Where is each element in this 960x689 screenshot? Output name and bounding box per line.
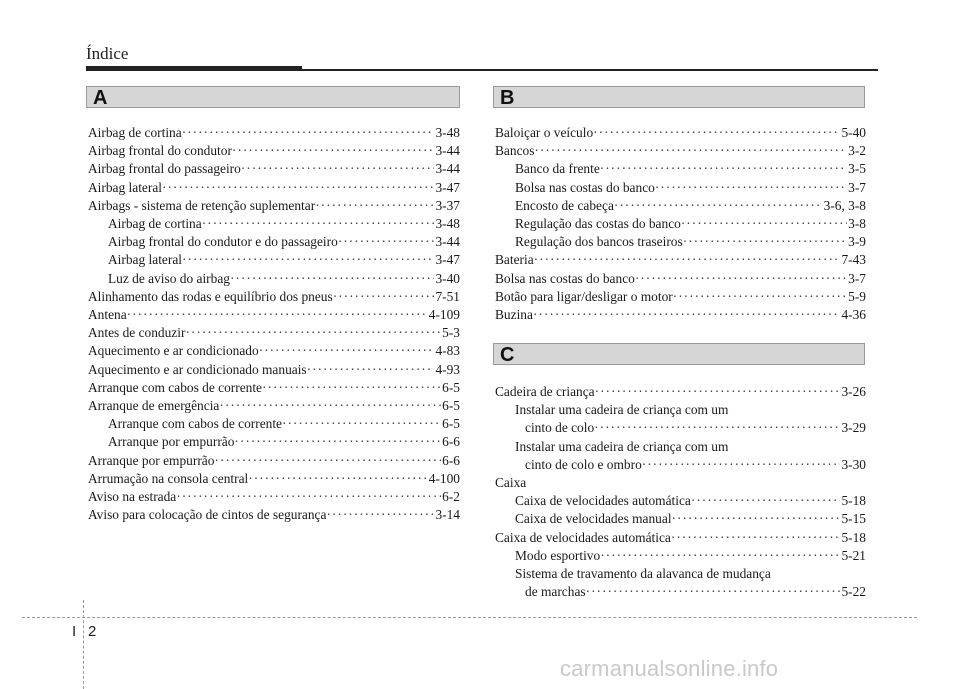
index-entry: Cadeira de criança ····· 3-26 bbox=[495, 383, 866, 401]
page-number: 2 bbox=[88, 623, 97, 640]
section-a-letter: A bbox=[93, 87, 108, 109]
section-b-letter: B bbox=[500, 87, 515, 109]
index-entry: Airbag frontal do condutor ····· 3-44 bbox=[88, 142, 460, 160]
index-subentry: Airbag de cortina ····· 3-48 bbox=[88, 215, 460, 233]
title-rule-thick bbox=[86, 66, 302, 71]
index-entry: Botão para ligar/desligar o motor ····· 5-9 bbox=[495, 288, 866, 306]
index-entry: Caixa de velocidades automática ····· 5-18 bbox=[495, 529, 866, 547]
index-entry: Alinhamento das rodas e equilíbrio dos pneus ····· 7-51 bbox=[88, 288, 460, 306]
index-entry: Baloiçar o veículo ····· 5-40 bbox=[495, 124, 866, 142]
index-subentry: Caixa de velocidades manual ····· 5-15 bbox=[495, 510, 866, 528]
index-subentry-line: Instalar uma cadeira de criança com um bbox=[515, 402, 729, 418]
index-entry: Buzina ····· 4-36 bbox=[495, 306, 866, 324]
index-subentry-line: Sistema de travamento da alavanca de mudança bbox=[515, 566, 771, 582]
index-subentry: Airbag lateral ····· 3-47 bbox=[88, 251, 460, 269]
index-entry: Airbag frontal do passageiro ····· 3-44 bbox=[88, 160, 460, 178]
index-subentry: cinto de colo ····· 3-29 bbox=[495, 419, 866, 437]
index-entry: Aviso para colocação de cintos de segurança ····· 3-14 bbox=[88, 506, 460, 524]
index-entry: Airbag de cortina ····· 3-48 bbox=[88, 124, 460, 142]
section-b-list bbox=[495, 124, 866, 324]
footer-rule bbox=[22, 617, 917, 618]
index-subentry: Caixa de velocidades automática ····· 5-18 bbox=[495, 492, 866, 510]
index-subentry: cinto de colo e ombro ····· 3-30 bbox=[495, 456, 866, 474]
index-entry: Airbags - sistema de retenção suplementar ····· 3-37 bbox=[88, 197, 460, 215]
index-entry: Antes de conduzir ····· 5-3 bbox=[88, 324, 460, 342]
index-subentry: Encosto de cabeça ····· 3-6, 3-8 bbox=[495, 197, 866, 215]
footer-chapter: I bbox=[72, 623, 77, 640]
index-entry: Arranque de emergência ····· 6-5 bbox=[88, 397, 460, 415]
index-subentry: Bolsa nas costas do banco ····· 3-7 bbox=[495, 179, 866, 197]
index-subentry: Luz de aviso do airbag ····· 3-40 bbox=[88, 270, 460, 288]
section-b-header bbox=[493, 86, 865, 108]
index-subentry: Regulação das costas do banco ····· 3-8 bbox=[495, 215, 866, 233]
index-subentry: Banco da frente ····· 3-5 bbox=[495, 160, 866, 178]
section-a-list bbox=[88, 124, 460, 524]
index-subentry: Airbag frontal do condutor e do passageiro ····· 3-44 bbox=[88, 233, 460, 251]
section-c-header bbox=[493, 343, 865, 365]
section-a-header bbox=[86, 86, 460, 108]
index-entry: Antena ····· 4-109 bbox=[88, 306, 460, 324]
page-title: Índice bbox=[86, 44, 129, 63]
footer-divider bbox=[83, 600, 84, 689]
watermark: carmanualsonline.info bbox=[560, 656, 779, 681]
index-entry: Aquecimento e ar condicionado manuais ····· 4-93 bbox=[88, 361, 460, 379]
index-entry: Bancos ····· 3-2 bbox=[495, 142, 866, 160]
section-c-list bbox=[495, 383, 866, 601]
index-entry: Airbag lateral ····· 3-47 bbox=[88, 179, 460, 197]
index-subentry: Arranque com cabos de corrente ····· 6-5 bbox=[88, 415, 460, 433]
index-subentry: de marchas ····· 5-22 bbox=[495, 583, 866, 601]
index-entry: Bolsa nas costas do banco ····· 3-7 bbox=[495, 270, 866, 288]
index-entry: Aviso na estrada ····· 6-2 bbox=[88, 488, 460, 506]
index-subentry: Regulação dos bancos traseiros ····· 3-9 bbox=[495, 233, 866, 251]
index-subentry: Arranque por empurrão ····· 6-6 bbox=[88, 433, 460, 451]
index-entry-line: Caixa bbox=[495, 475, 527, 491]
title-rule-thin bbox=[302, 69, 878, 71]
index-entry: Aquecimento e ar condicionado ····· 4-83 bbox=[88, 342, 460, 360]
index-subentry: Modo esportivo ····· 5-21 bbox=[495, 547, 866, 565]
index-entry: Arranque por empurrão ····· 6-6 bbox=[88, 452, 460, 470]
index-entry: Arranque com cabos de corrente ····· 6-5 bbox=[88, 379, 460, 397]
section-c-letter: C bbox=[500, 344, 515, 366]
index-entry: Bateria ····· 7-43 bbox=[495, 251, 866, 269]
index-entry: Arrumação na consola central ····· 4-100 bbox=[88, 470, 460, 488]
index-subentry-line: Instalar uma cadeira de criança com um bbox=[515, 438, 729, 454]
